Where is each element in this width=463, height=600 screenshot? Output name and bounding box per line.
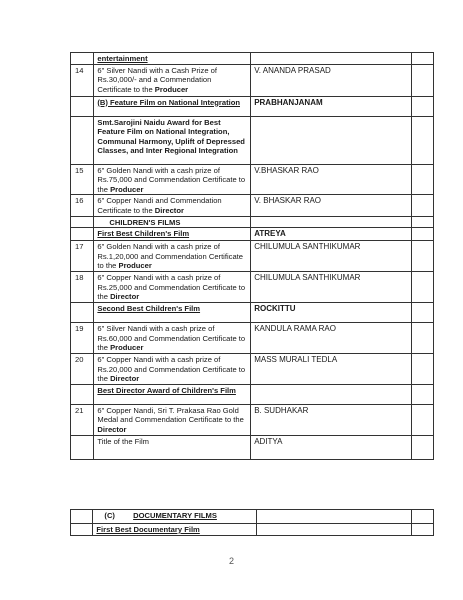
- empty-cell: [412, 303, 434, 323]
- row-number: 15: [71, 164, 94, 195]
- winner-cell: B. SUDHAKAR: [251, 404, 412, 435]
- empty-cell: [412, 96, 434, 116]
- row-number: 21: [71, 404, 94, 435]
- category-heading: First Best Documentary Film: [96, 525, 200, 534]
- award-description: [94, 404, 251, 435]
- winner-cell: [251, 384, 412, 404]
- winner-cell: ATREYA: [251, 228, 412, 241]
- award-description: [94, 64, 251, 96]
- section-cell: [93, 510, 257, 524]
- award-description: [93, 524, 257, 536]
- empty-cell: [412, 228, 434, 241]
- table-row: [71, 64, 434, 96]
- row-number: [71, 435, 94, 459]
- award-description: [94, 195, 251, 216]
- section-label: (C): [104, 511, 115, 520]
- row-number: [71, 384, 94, 404]
- row-number: [71, 96, 94, 116]
- recipient-role: Producer: [110, 343, 144, 353]
- empty-cell: [411, 524, 433, 536]
- winner-cell: [251, 116, 412, 164]
- award-description: [94, 353, 251, 384]
- table-row: [71, 510, 434, 524]
- category-heading: First Best Children's Film: [97, 229, 190, 239]
- empty-cell: [412, 384, 434, 404]
- award-text: 6" Copper Nandi and Commendation Certificate to the: [97, 196, 222, 215]
- recipient-role: Director: [110, 374, 140, 384]
- award-description: [94, 96, 251, 116]
- row-number: 16: [71, 195, 94, 216]
- row-number: [71, 303, 94, 323]
- winner-cell: [251, 53, 412, 65]
- winner-cell: [256, 510, 411, 524]
- empty-cell: [412, 404, 434, 435]
- table-row: [71, 323, 434, 354]
- table-row: [71, 164, 434, 195]
- winner-cell: ADITYA: [251, 435, 412, 459]
- winner-cell: V. BHASKAR RAO: [251, 195, 412, 216]
- winner-cell: [251, 216, 412, 228]
- award-description: [94, 116, 251, 164]
- table-row: [71, 116, 434, 164]
- table-row: [71, 404, 434, 435]
- recipient-role: Producer: [110, 184, 144, 194]
- documentary-table: [70, 509, 434, 536]
- award-title: Smt.Sarojini Naidu Award for Best Feature Film on National Integration, Communal Harmony, Uplift of Depressed Classes, and Inter Regional Integration: [97, 117, 245, 156]
- table-row: [71, 241, 434, 272]
- recipient-role: Director: [110, 292, 140, 302]
- empty-cell: [412, 164, 434, 195]
- table-row: [71, 96, 434, 116]
- row-number: 14: [71, 64, 94, 96]
- empty-cell: [412, 216, 434, 228]
- empty-cell: [412, 323, 434, 354]
- award-description: [94, 228, 251, 241]
- row-number: [71, 524, 93, 536]
- table-row: [71, 435, 434, 459]
- empty-cell: [412, 116, 434, 164]
- row-number: [71, 228, 94, 241]
- row-number: [71, 116, 94, 164]
- empty-cell: [412, 53, 434, 65]
- award-text: 6" Silver Nandi with a Cash Prize of Rs.30,000/- and a Commendation Certificate to the: [97, 65, 217, 94]
- recipient-role: Producer: [118, 261, 152, 271]
- award-text: 6" Copper Nandi with a cash prize of Rs.20,000 and Commendation Certificate to the: [97, 354, 246, 384]
- table-row: [71, 353, 434, 384]
- award-text: Title of the Film: [97, 436, 150, 446]
- winner-cell: PRABHANJANAM: [251, 96, 412, 116]
- empty-cell: [412, 64, 434, 96]
- award-description: [94, 323, 251, 354]
- winner-cell: V. ANANDA PRASAD: [251, 64, 412, 96]
- recipient-role: Producer: [154, 84, 189, 94]
- category-heading: (B) Feature Film on National Integration: [97, 97, 240, 107]
- award-text: 6" Copper Nandi, Sri T. Prakasa Rao Gold Medal and Commendation Certificate to the: [97, 405, 244, 425]
- award-description: [94, 164, 251, 195]
- page-number: 2: [228, 556, 234, 566]
- award-description: [94, 272, 251, 303]
- winner-cell: MASS MURALI TEDLA: [251, 353, 412, 384]
- table-row: [71, 53, 434, 65]
- award-description: [94, 241, 251, 272]
- row-number: 18: [71, 272, 94, 303]
- category-label: entertainment: [97, 54, 148, 63]
- table-row: [71, 216, 434, 228]
- row-number: [71, 53, 94, 65]
- award-text: 6" Golden Nandi with a cash prize of Rs.75,000 and Commendation Certificate to the: [97, 165, 246, 194]
- row-number: 17: [71, 241, 94, 272]
- category-heading: Second Best Children's Film: [97, 304, 201, 314]
- award-text: 6" Silver Nandi with a cash prize of Rs.60,000 and Commendation Certificate to the: [97, 324, 246, 353]
- empty-cell: [412, 353, 434, 384]
- winner-cell: CHILUMULA SANTHIKUMAR: [251, 272, 412, 303]
- empty-cell: [412, 272, 434, 303]
- award-description: [94, 303, 251, 323]
- awards-table: [70, 52, 434, 460]
- empty-cell: [412, 195, 434, 216]
- winner-cell: KANDULA RAMA RAO: [251, 323, 412, 354]
- row-number: 19: [71, 323, 94, 354]
- section-heading: CHILDREN'S FILMS: [109, 217, 181, 227]
- table-row: [71, 228, 434, 241]
- winner-cell: ROCKITTU: [251, 303, 412, 323]
- award-description: [94, 384, 251, 404]
- winner-cell: CHILUMULA SANTHIKUMAR: [251, 241, 412, 272]
- recipient-role: Director: [97, 424, 127, 434]
- section-title: DOCUMENTARY FILMS: [133, 511, 217, 520]
- award-text: 6" Copper Nandi with a cash prize of Rs.25,000 and Commendation Certificate to the: [97, 273, 246, 302]
- table-row: [71, 303, 434, 323]
- winner-cell: [256, 524, 411, 536]
- award-description: [94, 435, 251, 459]
- table-row: [71, 272, 434, 303]
- table-row: [71, 524, 434, 536]
- empty-cell: [412, 435, 434, 459]
- table-row: [71, 195, 434, 216]
- row-number: [71, 216, 94, 228]
- award-text: 6" Golden Nandi with a cash prize of Rs.1,20,000 and Commendation Certificate to the: [97, 242, 244, 271]
- empty-cell: [411, 510, 433, 524]
- recipient-role: Director: [154, 205, 184, 215]
- table-row: [71, 384, 434, 404]
- award-description: [94, 216, 251, 228]
- winner-cell: V.BHASKAR RAO: [251, 164, 412, 195]
- row-number: 20: [71, 353, 94, 384]
- empty-cell: [412, 241, 434, 272]
- row-number: [71, 510, 93, 524]
- award-description: [94, 53, 251, 65]
- category-heading: Best Director Award of Children's Film: [97, 385, 236, 395]
